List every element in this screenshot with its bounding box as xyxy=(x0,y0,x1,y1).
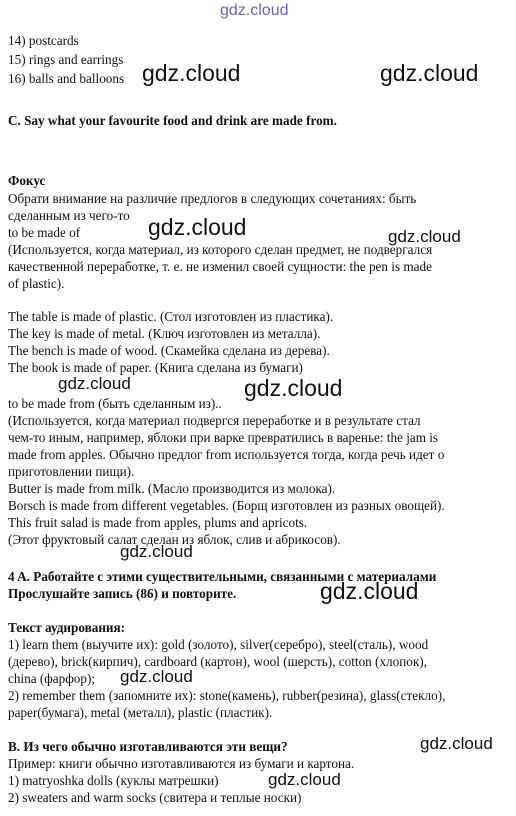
task-4a-heading: Прослушайте запись (86) и повторите. xyxy=(8,586,237,601)
example-line: The table is made of plastic. (Стол изготовлен из пластика). xyxy=(8,309,334,324)
task-4a-heading: 4 A. Работайте с этими существительными, связанными с материалами xyxy=(8,569,437,584)
watermark: gdz.cloud xyxy=(244,375,343,401)
explanation-line: качественной переработке, т. е. не изменил своей сущности: the pen is made xyxy=(8,259,432,274)
watermark: gdz.cloud xyxy=(58,374,131,393)
audio-heading: Текст аудирования: xyxy=(8,620,126,635)
list-item: 1) matryoshka dolls (куклы матрешки) xyxy=(8,773,219,788)
watermark: gdz.cloud xyxy=(120,542,193,561)
list-item: 15) rings and earrings xyxy=(8,52,124,67)
focus-heading: Фокус xyxy=(8,173,46,188)
explanation-line: (Используется, когда материал, из которого сделан предмет, не подвергался xyxy=(8,242,433,257)
example-line: Butter is made from milk. (Масло производится из молока). xyxy=(8,481,336,496)
watermark: gdz.cloud xyxy=(388,227,461,246)
example-line: The bench is made of wood. (Скамейка сделана из дерева). xyxy=(8,343,330,358)
watermark: gdz.cloud xyxy=(420,734,493,753)
task-b-heading: B. Из чего обычно изготавливаются эти вещи? xyxy=(8,739,288,754)
audio-line: paper(бумага), metal (металл), plastic (пластик). xyxy=(8,705,273,720)
watermark: gdz.cloud xyxy=(142,60,241,86)
example-line: The key is made of metal. (Ключ изготовлен из металла). xyxy=(8,326,321,341)
list-item: 16) balls and balloons xyxy=(8,71,125,86)
audio-line: china (фарфор); xyxy=(8,671,96,686)
task-c-heading: C. Say what your favourite food and drink are made from. xyxy=(8,113,337,128)
explanation-line: made from apples. Обычно предлог from используется тогда, когда речь идет о xyxy=(8,447,445,462)
watermark-top: gdz.cloud xyxy=(220,2,289,19)
example-line: Borsch is made from different vegetables. (Борщ изготовлен из разных овощей). xyxy=(8,498,445,513)
audio-line: 1) learn them (выучите их): gold (золото), silver(серебро), steel(сталь), wood xyxy=(8,637,429,652)
watermark: gdz.cloud xyxy=(380,60,479,86)
audio-line: 2) remember them (запомните их): stone(камень), rubber(резина), glass(стекло), xyxy=(8,688,446,703)
explanation-line: of plastic). xyxy=(8,276,65,291)
focus-intro: сделанным из чего-то xyxy=(8,208,130,223)
watermark: gdz.cloud xyxy=(120,667,193,686)
example-line: The book is made of paper. (Книга сделана из бумаги) xyxy=(8,360,303,375)
example-line: (Этот фруктовый салат сделан из яблок, слив и абрикосов). xyxy=(8,532,341,547)
explanation-line: приготовлении пищи). xyxy=(8,464,135,479)
explanation-line: (Используется, когда материал подвергся переработке и в результате стал xyxy=(8,413,421,428)
watermark: gdz.cloud xyxy=(320,578,419,604)
watermark: gdz.cloud xyxy=(148,214,247,240)
audio-line: (дерево), brick(кирпич), cardboard (картон), wool (шерсть), cotton (хлопок), xyxy=(8,654,427,669)
watermark: gdz.cloud xyxy=(268,770,341,789)
example-line: This fruit salad is made from apples, plums and apricots. xyxy=(8,515,308,530)
explanation-line: чем-то иным, например, яблоки при варке превратились в варенье: the jam is xyxy=(8,430,439,445)
task-b-example: Пример: книги обычно изготавливаются из бумаги и картона. xyxy=(8,756,355,771)
made-from-phrase: to be made from (быть сделанным из).. xyxy=(8,396,222,411)
made-of-phrase: to be made of xyxy=(8,225,81,240)
focus-intro: Обрати внимание на различие предлогов в следующих сочетаниях: быть xyxy=(8,191,417,206)
list-item: 2) sweaters and warm socks (свитера и теплые носки) xyxy=(8,790,302,805)
list-item: 14) postcards xyxy=(8,33,79,48)
